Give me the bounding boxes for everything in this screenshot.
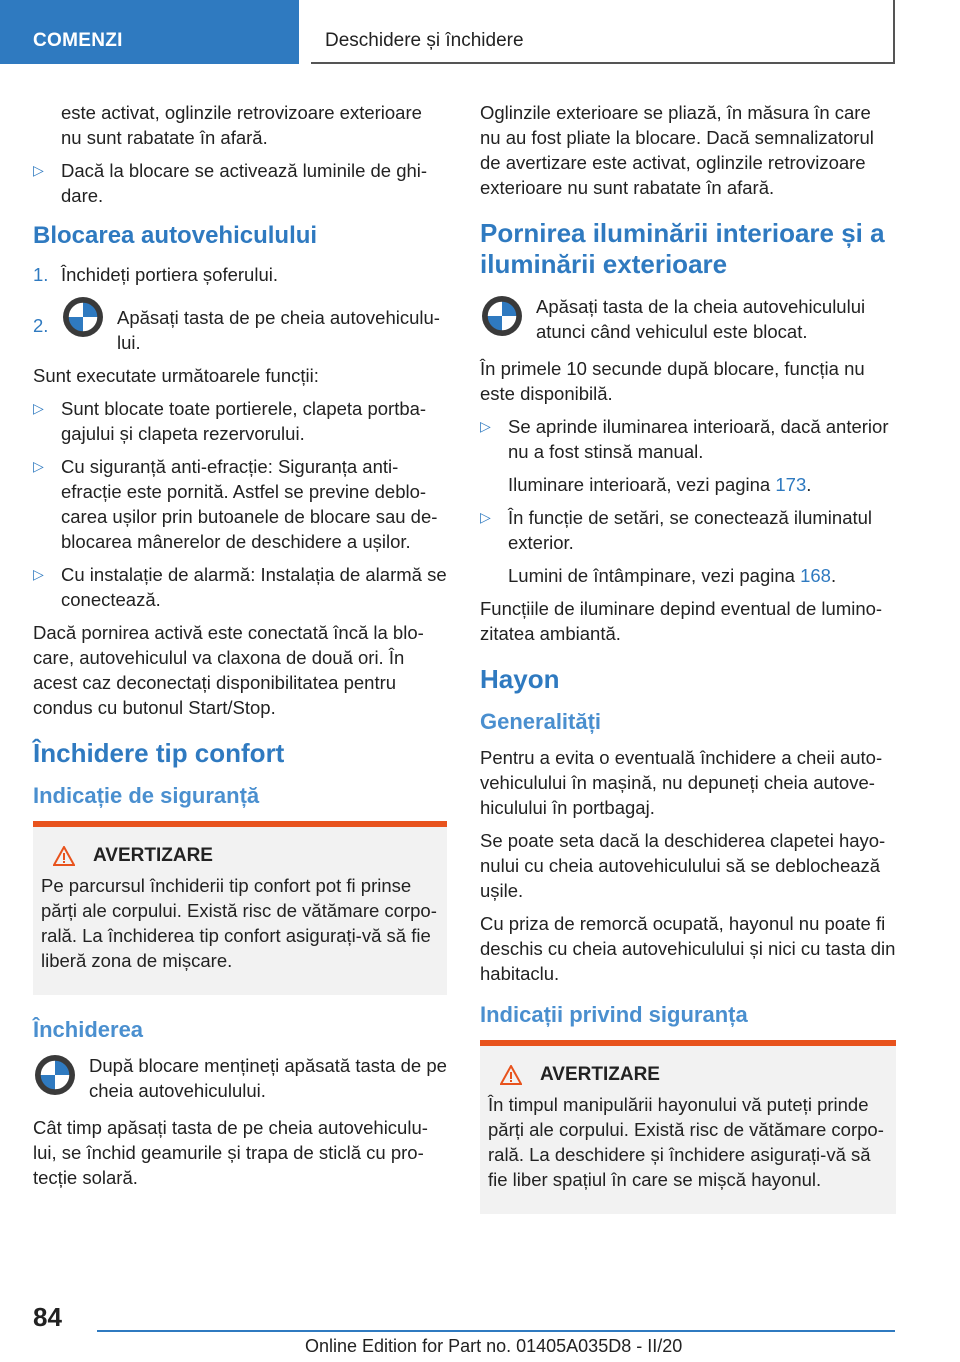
- warning-box: [33, 821, 447, 995]
- paragraph: este activat, oglinzile retrovizoare exterioare nu sunt rabatate în afară.: [61, 102, 422, 148]
- triangle-right-icon: ▷: [480, 418, 491, 434]
- bmw-key-icon: [480, 294, 524, 338]
- warning-box: [480, 1040, 896, 1214]
- header-section-tab: [0, 0, 299, 64]
- right-column: [480, 100, 896, 1236]
- heading-general: Generalități: [480, 709, 602, 734]
- paragraph: Sunt executate următoarele funcții:: [33, 365, 319, 386]
- bmw-key-icon: [33, 1053, 77, 1097]
- key-instruction: Apăsați tasta de la cheia autovehiculului atunci când vehiculul este blocat.: [480, 294, 896, 344]
- heading-safety-notes: Indicații privind siguranța: [480, 1002, 748, 1027]
- paragraph: Oglinzile exterioare se pliază, în măsura în care nu au fost pliate la blocare. Dacă semnalizatorul de avertizare este activat, oglinzile retrovizoare exterioare nu sunt rabatate în afară.: [480, 102, 874, 198]
- heading-tailgate: Hayon: [480, 664, 560, 694]
- step-2: 2. Apăsați tasta de pe cheia autovehiculu‐lui.: [33, 295, 447, 355]
- bullet-item: ▷ Cu instalație de alarmă: Instalația de alarmă se conectează.: [33, 564, 447, 610]
- bullet-item: ▷ În funcție de setări, se conectează iluminatul exterior.: [480, 507, 873, 553]
- paragraph: Cât timp apăsați tasta de pe cheia autovehiculu‐lui, se închid geamurile și trapa de sticlă cu pro‐tecție solară.: [33, 1117, 428, 1188]
- bullet-item: ▷ Sunt blocate toate portierele, clapeta portba‐gajului și clapeta rezervorului.: [33, 398, 427, 444]
- header-title-box: [311, 0, 895, 64]
- warning-text: În timpul manipulării hayonului vă puteți prinde părți ale corpului. Există risc de vătămare corpo‐rală. La deschidere și închidere asigurați-vă să fie liber spațiul în care se mișcă hayonul.: [488, 1094, 884, 1190]
- paragraph: Pentru a evita o eventuală închidere a cheii auto‐vehiculului în mașină, nu depuneți cheia autove‐hiculului în portbagaj.: [480, 747, 883, 818]
- warning-triangle-icon: [500, 1065, 522, 1085]
- triangle-right-icon: ▷: [33, 566, 44, 582]
- warning-text: Pe parcursul închiderii tip confort pot fi prinse părți ale corpului. Există risc de vătămare corpo‐rală. La închiderea tip confort asigurați-vă să fie liberă zona de mișcare.: [41, 875, 437, 971]
- warning-title: AVERTIZARE: [540, 1064, 660, 1085]
- paragraph: Se poate seta dacă la deschiderea clapetei hayo‐nului cu cheia autovehiculului să se deblochează ușile.: [480, 830, 886, 901]
- bmw-key-icon: [61, 295, 105, 339]
- header-section: COMENZI: [33, 30, 123, 51]
- warning-title: AVERTIZARE: [93, 845, 213, 866]
- heading-safety-note: Indicație de siguranță: [33, 783, 260, 808]
- heading-closing: Închiderea: [33, 1017, 144, 1042]
- step-1: 1. Închideți portiera șoferului.: [33, 264, 278, 285]
- footer-divider: [97, 1330, 895, 1332]
- triangle-right-icon: ▷: [33, 400, 44, 416]
- footer-edition: Online Edition for Part no. 01405A035D8 - II/20: [305, 1336, 683, 1356]
- heading-lock: Blocarea autovehiculului: [33, 222, 318, 249]
- heading-lighting: Pornirea iluminării interioare și a iluminării exterioare: [480, 218, 885, 279]
- paragraph: Cu priza de remorcă ocupată, hayonul nu poate fi deschis cu cheia autovehiculului și nici cu tasta din habitaclu.: [480, 913, 896, 984]
- warning-triangle-icon: [53, 846, 75, 866]
- cross-reference: Lumini de întâmpinare, vezi pagina 168.: [508, 565, 837, 586]
- triangle-right-icon: ▷: [33, 458, 44, 474]
- cross-reference: Iluminare interioară, vezi pagina 173.: [508, 474, 812, 495]
- header-title: Deschidere și închidere: [325, 30, 524, 51]
- key-instruction: După blocare mențineți apăsată tasta de pe cheia autovehiculului.: [33, 1053, 447, 1103]
- triangle-right-icon: ▷: [33, 162, 44, 178]
- paragraph: În primele 10 secunde după blocare, funcția nu este disponibilă.: [480, 358, 865, 404]
- page-number: 84: [33, 1302, 62, 1332]
- triangle-right-icon: ▷: [480, 509, 491, 525]
- page-link[interactable]: 173: [775, 474, 807, 495]
- bullet-item: ▷ Se aprinde iluminarea interioară, dacă anterior nu a fost stinsă manual.: [480, 416, 889, 462]
- heading-comfort-close: Închidere tip confort: [33, 738, 285, 768]
- left-column: [33, 100, 447, 1198]
- paragraph: Funcțiile de iluminare depind eventual de lumino‐zitatea ambiantă.: [480, 598, 883, 644]
- paragraph: Dacă pornirea activă este conectată încă la blo‐care, autovehiculul va claxona de două ori. În acest caz deconectați disponibilitatea pentru condus cu butonul Start/Stop.: [33, 622, 424, 718]
- page-link[interactable]: 168: [800, 565, 831, 586]
- bullet-item: ▷ Dacă la blocare se activează luminile de ghi‐dare.: [33, 160, 428, 206]
- bullet-item: ▷ Cu siguranță anti-efracție: Siguranța anti-efracție este pornită. Astfel se previne deblo‐carea ușilor prin butoanele de blocare sau de‐blocarea mânerelor de deschidere a ușilor.: [33, 456, 438, 552]
